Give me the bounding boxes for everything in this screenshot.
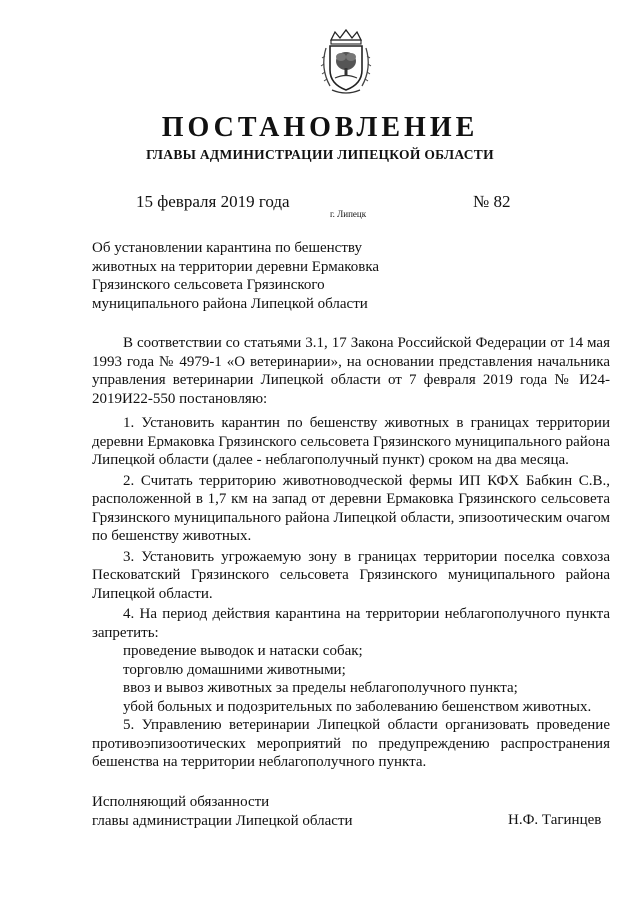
- subject-line: муниципального района Липецкой области: [92, 295, 368, 312]
- document-body: [92, 334, 610, 772]
- subject-line: Грязинского сельсовета Грязинского: [92, 277, 325, 293]
- document-number: № 82: [473, 192, 511, 211]
- ban-item: ввоз и вывоз животных за пределы неблагополучного пункта;: [123, 680, 518, 696]
- signatory-role-line: Исполняющий обязанности: [92, 794, 270, 810]
- document-city: г. Липецк: [330, 209, 367, 219]
- clause-4: 4. На период действия карантина на территории неблагополучного пункта запретить:: [92, 606, 610, 641]
- subject-line: животных на территории деревни Ермаковка: [92, 258, 380, 275]
- ban-item: торговлю домашними животными;: [123, 661, 346, 678]
- clause-3: 3. Установить угрожаемую зону в границах территории поселка совхоза Песковатский Грязинского сельсовета Грязинского муниципального района Липецкой области.: [92, 548, 610, 602]
- ban-item: убой больных и подозрительных по заболеванию бешенством животных.: [123, 698, 592, 715]
- document-title: ПОСТАНОВЛЕНИЕ: [161, 112, 479, 143]
- subject-line: Об установлении карантина по бешенству: [92, 240, 362, 256]
- coat-of-arms-icon: [317, 28, 375, 98]
- document-date: 15 февраля 2019 года: [136, 192, 290, 211]
- document-subtitle: ГЛАВЫ АДМИНИСТРАЦИИ ЛИПЕЦКОЙ ОБЛАСТИ: [146, 147, 494, 162]
- ban-item: проведение выводок и натаски собак;: [123, 643, 363, 659]
- document-subject: [92, 239, 412, 313]
- signatory-role-line: главы администрации Липецкой области: [92, 813, 353, 829]
- clause-5: 5. Управлению ветеринарии Липецкой области организовать проведение противоэпизоотических мероприятий по предупреждению распространения бешенства на территории неблагополучного пункта.: [92, 717, 610, 770]
- preamble-paragraph: В соответствии со статьями 3.1, 17 Закона Российской Федерации от 14 мая 1993 года № 4979-1 «О ветеринарии», на основании представления начальника управления ветеринарии Липецкой области от 7 февраля 2019 года № И24-2019И22-550 постановляю:: [92, 335, 610, 407]
- clause-2: 2. Считать территорию животноводческой фермы ИП КФХ Бабкин С.В., расположенной в 1,7 км на запад от деревни Ермаковка Грязинского сельсовета Грязинского муниципального района Липецкой области, эпизоотическим очагом по бешенству животных.: [92, 472, 610, 544]
- clause-1: 1. Установить карантин по бешенству животных в границах территории деревни Ермаковка Грязинского сельсовета Грязинского муниципального района Липецкой области (далее - неблагополучный пункт) сроком на два месяца.: [92, 415, 610, 468]
- signatory-name: Н.Ф. Тагинцев: [508, 812, 602, 828]
- signatory-role: [92, 793, 353, 831]
